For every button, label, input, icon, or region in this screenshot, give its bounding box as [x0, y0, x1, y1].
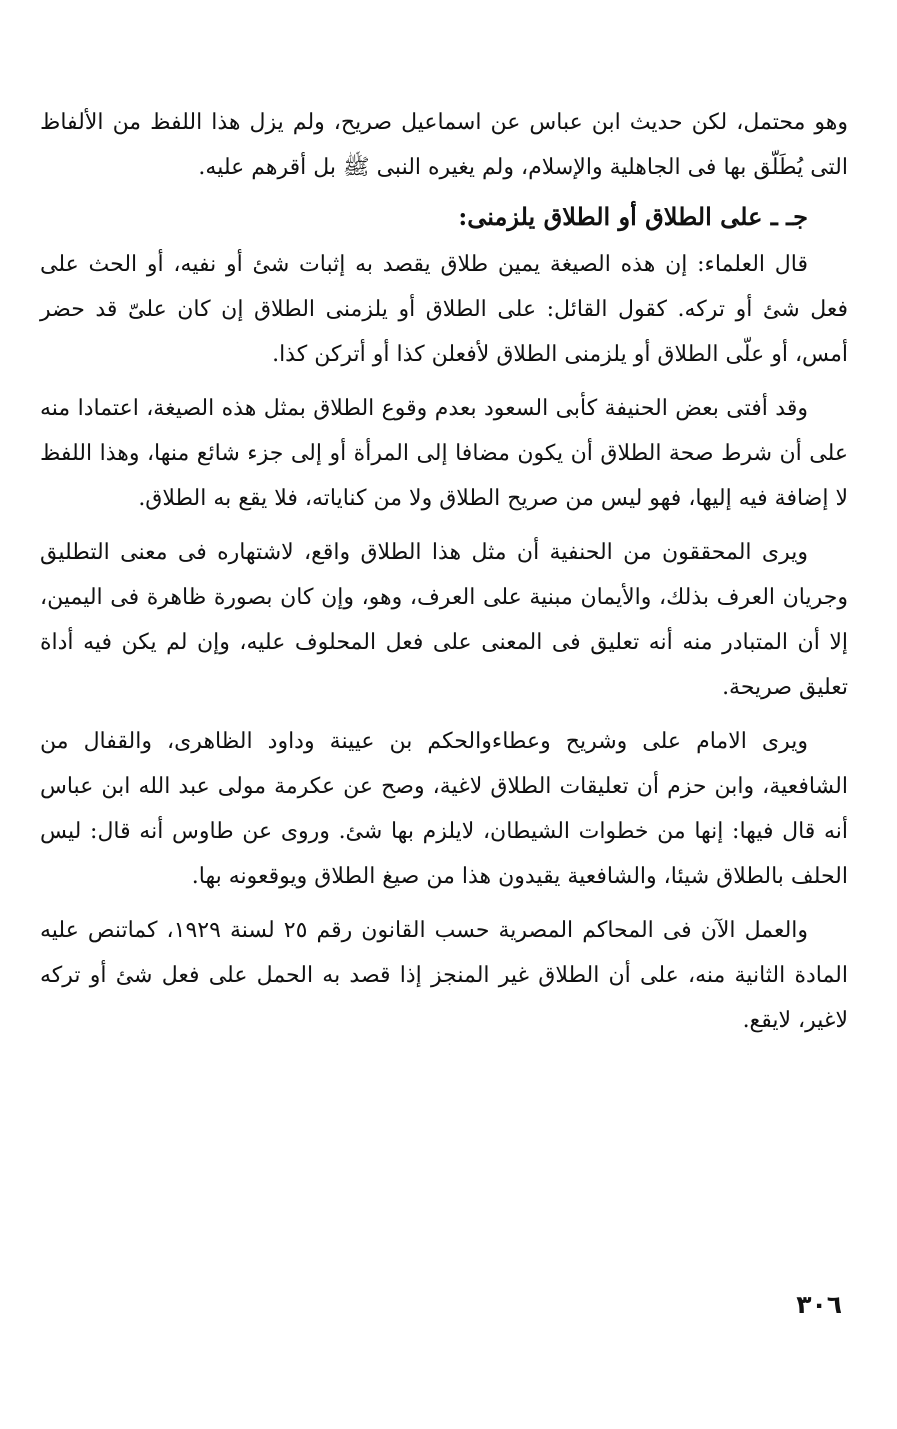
- paragraph-3: وقد أفتى بعض الحنيفة كأبى السعود بعدم وقوع الطلاق بمثل هذه الصيغة، اعتمادا منه على أن شرط صحة الطلاق أن يكون مضافا إلى المرأة أو إلى جزء شائع منها، وهذا اللفظ لا إضافة فيه إليها، فهو ليس من صريح الطلاق ولا من كناياته، فلا يقع به الطلاق.: [40, 396, 848, 511]
- page-number: ٣٠٦: [796, 1290, 842, 1319]
- paragraph-6: والعمل الآن فى المحاكم المصرية حسب القانون رقم ٢٥ لسنة ١٩٢٩، كماتنص عليه المادة الثانية منه، على أن الطلاق غير المنجز إذا قصد به الحمل على فعل شئ أو تركه لاغير، لايقع.: [40, 918, 848, 1033]
- paragraph-2: قال العلماء: إن هذه الصيغة يمين طلاق يقصد به إثبات شئ أو نفيه، أو الحث على فعل شئ أو تركه. كقول القائل: على الطلاق أو يلزمنى الطلاق إن كان علىّ قد حضر أمس، أو علّى الطلاق أو يلزمنى الطلاق لأفعلن كذا أو أتركن كذا.: [40, 252, 848, 367]
- section-heading: جـ ـ على الطلاق أو الطلاق يلزمنى:: [458, 202, 808, 231]
- paragraph-1: وهو محتمل، لكن حديث ابن عباس عن اسماعيل صريح، ولم يزل هذا اللفظ من الألفاظ التى يُطَلّق بها فى الجاهلية والإسلام، ولم يغيره النبى ﷺ بل أقرهم عليه.: [40, 110, 848, 180]
- paragraph-4: ويرى المحققون من الحنفية أن مثل هذا الطلاق واقع، لاشتهاره فى معنى التطليق وجريان العرف بذلك، والأيمان مبنية على العرف، وهو، وإن كان بصورة ظاهرة فى اليمين، إلا أن المتبادر منه أنه تعليق فى المعنى على فعل المحلوف عليه، وإن لم يكن فيه أداة تعليق صريحة.: [40, 540, 848, 700]
- document-body: [40, 100, 848, 1043]
- paragraph-5: ويرى الامام على وشريح وعطاءوالحكم بن عيينة وداود الظاهرى، والقفال من الشافعية، وابن حزم أن تعليقات الطلاق لاغية، وصح عن عكرمة مولى عبد الله ابن عباس أنه قال فيها: إنها من خطوات الشيطان، لايلزم بها شئ. وروى عن طاوس أنه قال: ليس الحلف بالطلاق شيئا، والشافعية يقيدون هذا من صيغ الطلاق ويوقعونه بها.: [40, 729, 848, 889]
